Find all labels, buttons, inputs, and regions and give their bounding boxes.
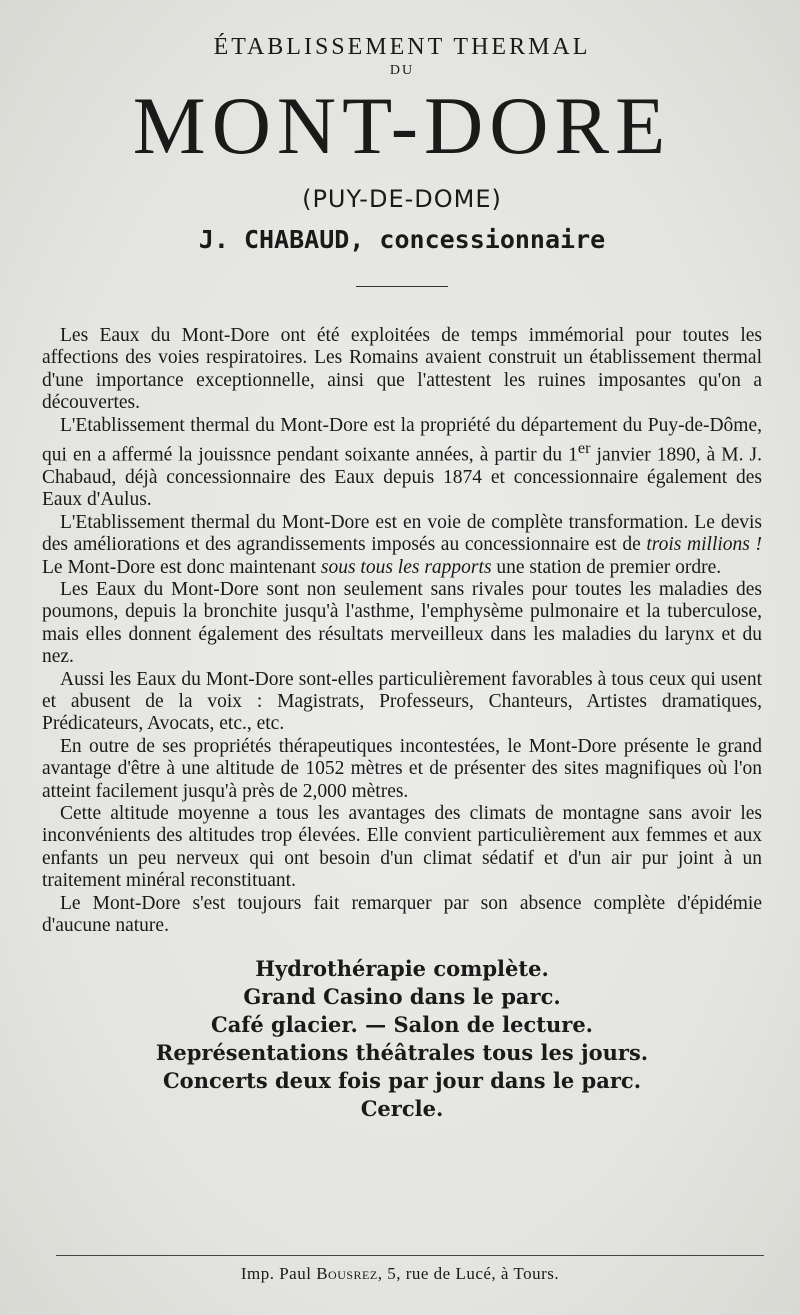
paragraph-lungs: Les Eaux du Mont-Dore sont non seulement sans rivales pour toutes les maladies des poumons, depuis la bronchite jusqu'à l'asthme, l'emphysème pulmonaire et la tuberculose, mais elles donnent également des résultats merveilleux dans les maladies du larynx et du nez. xyxy=(42,578,762,668)
paragraph-climate: Cette altitude moyenne a tous les avantages des climats de montagne sans avoir les inconvénients des altitudes trop élevées. Elle convient particulièrement aux femmes et aux enfants un peu nerveux qui ont besoin d'un climat sédatif et d'un air pur joint à un traitement minéral reconstituant. xyxy=(42,803,762,892)
establishment-heading: ÉTABLISSEMENT THERMAL xyxy=(213,34,591,60)
paragraph-transformation xyxy=(42,512,762,579)
printer-footer xyxy=(0,1264,800,1284)
emphasis-millions: trois millions ! xyxy=(646,534,763,556)
feature-item: Cercle. xyxy=(360,1096,444,1122)
region-subtitle: (PUY-DE-DOME) xyxy=(302,185,502,213)
footer-divider xyxy=(56,1255,764,1256)
du-label: DU xyxy=(389,63,415,78)
feature-item: Hydrothérapie complète. xyxy=(255,956,549,982)
header-divider xyxy=(356,286,448,287)
paragraph-altitude: En outre de ses propriétés thérapeutiques incontestées, le Mont-Dore présente le grand avantage d'être à une altitude de 1052 mètres et de présenter des sites magnifiques où l'on atteint facilement jusqu'à près de 2,000 mètres. xyxy=(42,735,762,802)
feature-item: Concerts deux fois par jour dans le parc. xyxy=(162,1068,642,1094)
paragraph-transformation-a: L'Etablissement thermal du Mont-Dore est en voie de complète transformation. Le devis des améliorations et des agrandissements imposés au concessionnaire est de xyxy=(42,511,762,556)
printer-name: Bousrez xyxy=(316,1264,378,1283)
paragraph-ownership xyxy=(42,415,762,512)
page-title: MONT-DORE xyxy=(132,80,672,171)
superscript-er: er xyxy=(577,439,591,458)
body-text xyxy=(42,325,762,937)
paragraph-transformation-b: Le Mont-Dore est donc maintenant xyxy=(42,556,321,578)
paragraph-voice: Aussi les Eaux du Mont-Dore sont-elles particulièrement favorables à tous ceux qui usent et abusent de la voix : Magistrats, Professeurs, Chanteurs, Artistes dramatiques, Prédicateurs, Avocats, etc., etc. xyxy=(42,668,762,735)
footer-prefix: Imp. Paul xyxy=(240,1264,317,1283)
concessionaire-line: J. CHABAUD, concessionnaire xyxy=(198,225,606,254)
paragraph-epidemic: Le Mont-Dore s'est toujours fait remarquer par son absence complète d'épidémie d'aucune nature. xyxy=(42,892,762,937)
feature-item: Grand Casino dans le parc. xyxy=(243,984,561,1010)
feature-item: Représentations théâtrales tous les jours. xyxy=(155,1040,649,1066)
paragraph-ownership-b: janvier 1890, à M. J. Chabaud, déjà concessionnaire des Eaux depuis 1874 et concessionnaire également des Eaux d'Aulus. xyxy=(42,444,762,511)
features-list xyxy=(42,955,762,1123)
feature-item: Café glacier. — Salon de lecture. xyxy=(210,1012,593,1038)
emphasis-rapports: sous tous les rapports xyxy=(320,556,492,578)
footer-suffix: , 5, rue de Lucé, à Tours. xyxy=(377,1264,560,1283)
paragraph-ownership-a: L'Etablissement thermal du Mont-Dore est la propriété du département du Puy-de-Dôme, qui en a affermé la jouissnce pendant soixante années, à partir du 1 xyxy=(42,414,762,466)
paragraph-history: Les Eaux du Mont-Dore ont été exploitées de temps immémorial pour toutes les affections des voies respiratoires. Les Romains avaient construit un établissement thermal d'une importance exceptionnelle, ainsi que l'attestent les ruines imposantes qu'on a découvertes. xyxy=(42,325,762,414)
paragraph-transformation-c: une station de premier ordre. xyxy=(491,556,722,578)
header xyxy=(42,0,762,287)
